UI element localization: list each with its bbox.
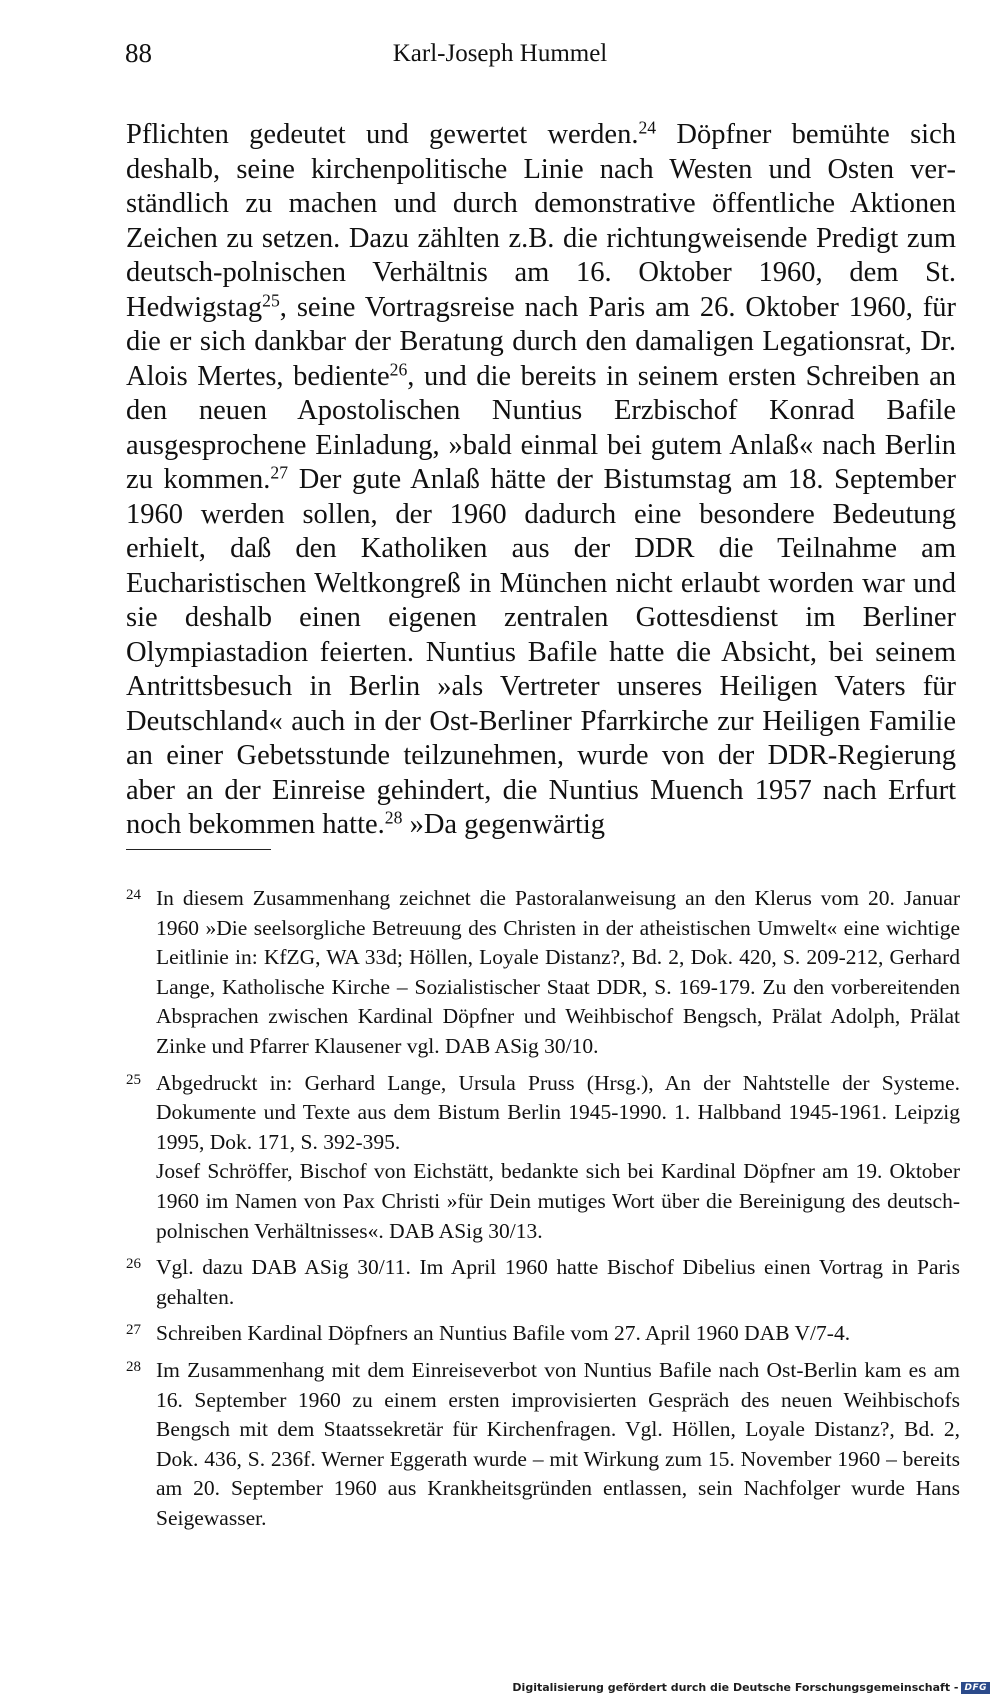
- footnote-24: [126, 884, 960, 1062]
- footnote-28: [126, 1356, 960, 1534]
- credit-text: Digitalisierung gefördert durch die Deutsche Forschungsgemeinschaft -: [512, 1681, 959, 1694]
- footnote-separator: [126, 849, 271, 850]
- footnote-ref-27: 27: [270, 462, 289, 483]
- footnote-27: [126, 1319, 960, 1349]
- footnote-number: 25: [126, 1071, 141, 1088]
- page-number: 88: [125, 38, 152, 68]
- footnote-ref-24: 24: [638, 117, 657, 138]
- footnote-number: 27: [126, 1322, 141, 1339]
- footnote-ref-25: 25: [262, 289, 280, 310]
- footnote-ref-26: 26: [389, 358, 408, 379]
- footnote-text-continued: Josef Schröffer, Bischof von Eichstätt, bedankte sich bei Kardinal Döpfner am 19. Oktober 1960 im Namen von Pax Christi »für Dein mutiges Wort über die Bereinigung des deutsch-polnischen Verhältnisses«. DAB ASig 30/13.: [156, 1159, 960, 1243]
- footnote-number: 24: [126, 887, 141, 903]
- footnote-text: Vgl. dazu DAB ASig 30/11. Im April 1960 hatte Bischof Dibelius einen Vortrag in Paris gehalten.: [156, 1255, 960, 1309]
- footnote-ref-28: 28: [384, 807, 403, 828]
- body-text-segment: Döpfner bemühte sich deshalb, seine kirchenpolitische Linie nach Westen und Osten verständlich zu machen und durch demonstrative öffentliche Aktionen Zeichen zu setzen. Dazu zählten z.B. die richtungweisende Predigt zum deutsch-polnischen Verhältnis am 16. Oktober 1960, dem St. Hedwigstag: [126, 119, 956, 323]
- body-text-segment: , und die bereits in seinem ersten Schreiben an den neuen Apostolischen Nuntius Erzbischof Konrad Bafile ausgesprochene Einladung, »bald einmal bei gutem Anlaß« nach Berlin zu kommen.: [126, 360, 956, 495]
- running-head: Karl-Joseph Hummel: [392, 40, 608, 67]
- body-text-segment: Pflichten gedeutet und gewertet werden.: [126, 119, 639, 150]
- body-text-segment: , seine Vortragsreise nach Paris am 26. Oktober 1960, für die er sich dankbar der Beratung durch den damaligen Legationsrat, Dr. Alois Mertes, bediente: [126, 291, 956, 392]
- footnote-25: [126, 1069, 960, 1247]
- footnote-text: Im Zusammenhang mit dem Einreiseverbot von Nuntius Bafile nach Ost-Berlin kam es am 16. September 1960 zu einem ersten improvisierten Gespräch des neuen Weihbischofs Bengsch mit dem Staatssekretär für Kirchenfragen. Vgl. Höllen, Loyale Distanz?, Bd. 2, Dok. 436, S. 236f. Werner Eggerath wurde – mit Wirkung zum 15. November 1960 – bereits am 20. September 1960 aus Krankheitsgründen entlassen, sein Nachfolger wurde Hans Seigewasser.: [156, 1357, 960, 1530]
- body-text-segment: »Da gegenwärtig: [402, 809, 606, 840]
- footnote-number: 26: [126, 1256, 141, 1273]
- footnote-text: Schreiben Kardinal Döpfners an Nuntius Bafile vom 27. April 1960 DAB V/7-4.: [156, 1321, 851, 1346]
- body-paragraph: [126, 118, 956, 843]
- footnotes: [126, 884, 960, 1540]
- footnote-number: 28: [126, 1358, 141, 1375]
- dfg-logo: DFG: [961, 1682, 990, 1694]
- footnote-26: [126, 1253, 960, 1312]
- body-text-segment: Der gute Anlaß hätte der Bistumstag am 18. September 1960 werden sollen, der 1960 dadurch eine besondere Bedeutung erhielt, daß den Katholiken aus der DDR die Teilnahme am Eucharistischen Weltkongreß in München nicht erlaubt worden war und sie deshalb einen eigenen zentralen Gottesdienst im Berliner Olympiastadion feierten. Nuntius Bafile hatte die Absicht, bei seinem Antrittsbesuch in Berlin »als Vertreter unseres Heiligen Vaters für Deutschland« auch in der Ost-Berliner Pfarrkirche zur Heiligen Familie an einer Gebetsstunde teilzunehmen, wurde von der DDR-Regierung aber an der Einreise gehindert, die Nuntius Muench 1957 nach Erfurt noch bekommen hatte.: [126, 464, 956, 840]
- footnote-text: In diesem Zusammenhang zeichnet die Pastoralanweisung an den Klerus vom 20. Januar 1960 »Die seelsorgliche Betreuung des Christen in der atheistischen Umwelt« eine wichtige Leitlinie in: KfZG, WA 33d; Höllen, Loyale Distanz?, Bd. 2, Dok. 420, S. 209-212, Gerhard Lange, Katholische Kirche – Sozialistischer Staat DDR, S. 169-179. Zu den vorbereitenden Absprachen zwischen Kardinal Döpfner und Weihbischof Bengsch, Prälat Adolph, Prälat Zinke und Pfarrer Klausener vgl. DAB ASig 30/10.: [156, 886, 960, 1058]
- footnote-text: Abgedruckt in: Gerhard Lange, Ursula Pruss (Hrsg.), An der Nahtstelle der Systeme. Dokumente und Texte aus dem Bistum Berlin 1945-1990. 1. Halbband 1945-1961. Leipzig 1995, Dok. 171, S. 392-395.: [156, 1070, 960, 1154]
- digitization-credit: [512, 1681, 990, 1694]
